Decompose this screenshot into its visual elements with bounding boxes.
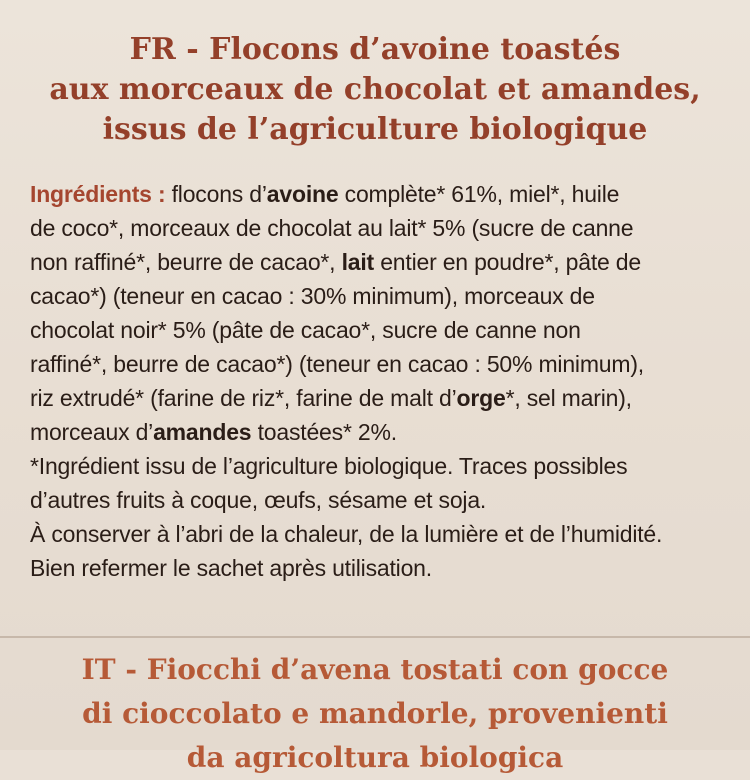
ingredients-line — [30, 280, 595, 312]
ingredients-line — [30, 314, 581, 346]
notes-line: *Ingrédient issu de l’agriculture biologique. Traces possibles — [30, 453, 628, 479]
storage-line: Bien refermer le sachet après utilisation. — [30, 555, 432, 581]
ingredients-line — [30, 212, 633, 244]
allergen-text: amandes — [153, 419, 252, 445]
ingredients-text: riz extrudé* (farine de riz*, farine de malt d’ — [30, 385, 457, 411]
storage-line: À conserver à l’abri de la chaleur, de la lumière et de l’humidité. — [30, 521, 663, 547]
ingredients-text: flocons d’ — [165, 181, 267, 207]
notes-line: d’autres fruits à coque, œufs, sésame et soja. — [30, 487, 487, 513]
ingredients-text: *, sel marin), — [505, 385, 632, 411]
it-title-line: da agricoltura biologica — [186, 741, 564, 774]
section-divider — [0, 636, 750, 638]
ingredients-label: Ingrédients : — [30, 181, 166, 207]
fr-title-line: issus de l’agriculture biologique — [102, 112, 648, 147]
fr-title-line: aux morceaux de chocolat et amandes, — [49, 72, 701, 107]
fr-product-title — [40, 30, 710, 150]
ingredients-text: entier en poudre*, pâte de — [374, 249, 641, 275]
ingredients-line — [30, 246, 641, 278]
allergen-text: lait — [341, 249, 374, 275]
ingredients-line — [30, 348, 644, 380]
ingredients-text: toastées* 2%. — [251, 419, 397, 445]
it-product-title — [40, 648, 710, 780]
ingredients-text: complète* 61%, miel*, huile — [338, 181, 620, 207]
fr-title-line: FR - Flocons d’avoine toastés — [129, 32, 621, 67]
ingredients-text: de coco*, morceaux de chocolat au lait* 5% (sucre de canne — [30, 215, 634, 241]
allergen-text: avoine — [266, 181, 339, 207]
ingredients-text: morceaux d’ — [30, 419, 154, 445]
ingredients-text: cacao*) (teneur en cacao : 30% minimum), morceaux de — [30, 283, 595, 309]
ingredients-text: chocolat noir* 5% (pâte de cacao*, sucre de canne non — [30, 317, 581, 343]
it-title-line: di cioccolato e mandorle, provenienti — [82, 697, 668, 730]
ingredients-line — [30, 416, 397, 448]
ingredients-text: non raffiné*, beurre de cacao*, — [30, 249, 342, 275]
it-title-line: IT - Fiocchi d’avena tostati con gocce — [81, 653, 669, 686]
allergen-text: orge — [456, 385, 506, 411]
ingredients-text: raffiné*, beurre de cacao*) (teneur en cacao : 50% minimum), — [30, 351, 644, 377]
ingredients-line — [30, 178, 619, 210]
ingredients-line — [30, 382, 632, 414]
